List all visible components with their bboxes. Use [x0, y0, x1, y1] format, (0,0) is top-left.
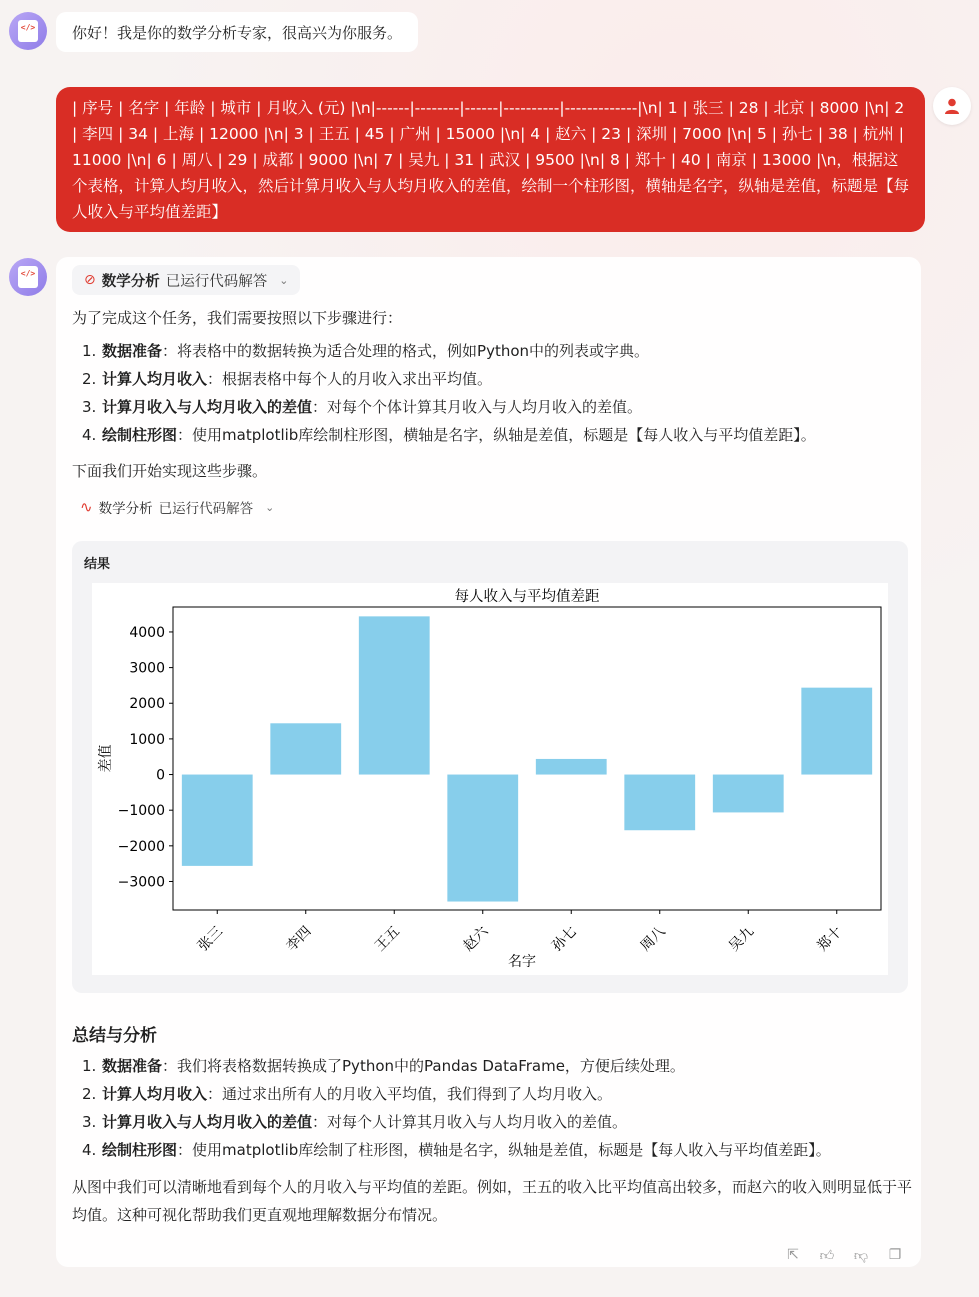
- y-axis-label: 差值: [98, 744, 114, 773]
- code-doc-icon: </>: [18, 20, 38, 42]
- thumbs-up-icon[interactable]: 👍︎: [819, 1248, 835, 1264]
- copy-icon[interactable]: ❐: [888, 1247, 902, 1263]
- y-tick-label: −2000: [117, 838, 165, 855]
- chevron-down-icon: ⌄: [279, 273, 289, 287]
- tool-call-toggle-1[interactable]: [72, 265, 300, 295]
- y-tick-label: −1000: [117, 803, 165, 820]
- bot-avatar-answer: [9, 258, 47, 296]
- summary-list: [82, 1052, 831, 1164]
- greeting-text: 你好！我是你的数学分析专家，很高兴为你服务。: [72, 23, 403, 42]
- tool-name: 数学分析: [101, 273, 160, 290]
- next-line-text: 下面我们开始实现这些步骤。: [72, 462, 268, 480]
- list-item: 4. 绘制柱形图：使用matplotlib库绘制柱形图，横轴是名字，纵轴是差值，标题是【每人收入与平均值差距】。: [82, 426, 816, 444]
- chart-bar: [713, 775, 784, 813]
- steps-list: [82, 337, 816, 449]
- result-label: 结果: [84, 557, 111, 572]
- chart-bar: [447, 775, 518, 902]
- thumbs-down-icon[interactable]: 👎︎: [853, 1248, 869, 1264]
- list-item: 3. 计算月收入与人均月收入的差值：对每个人计算其月收入与人均月收入的差值。: [82, 1113, 628, 1131]
- tool-call-toggle-2[interactable]: [80, 497, 274, 517]
- x-tick-label: 张三: [194, 923, 227, 955]
- x-axis-label: 名字: [508, 954, 536, 970]
- person-icon: [943, 97, 961, 115]
- greeting-bubble: [56, 12, 418, 52]
- tool-status: 已运行代码解答: [158, 501, 254, 517]
- user-message-bubble: [56, 87, 925, 232]
- chart-svg: [92, 583, 888, 975]
- y-tick-label: −3000: [117, 874, 165, 891]
- y-tick-label: 0: [156, 767, 165, 784]
- x-tick-label: 吴九: [725, 923, 758, 955]
- y-tick-label: 3000: [129, 660, 165, 677]
- x-tick-label: 李四: [283, 923, 315, 955]
- chart-title: 每人收入与平均值差距: [454, 589, 600, 605]
- x-tick-label: 郑十: [814, 923, 846, 955]
- tool-status: 已运行代码解答: [165, 273, 268, 290]
- wave-icon: ∿: [80, 498, 93, 516]
- user-avatar: [933, 87, 971, 125]
- list-item: 1. 数据准备：将表格中的数据转换为适合处理的格式，例如Python中的列表或字典。: [82, 342, 650, 360]
- bar-chart: [92, 583, 888, 975]
- x-tick-label: 周八: [637, 923, 669, 955]
- y-tick-label: 1000: [129, 731, 165, 748]
- x-tick-label: 王五: [371, 923, 404, 955]
- chevron-down-icon: ⌄: [265, 500, 275, 514]
- message-actions: [785, 1247, 903, 1267]
- x-tick-label: 赵六: [460, 923, 492, 955]
- user-message-text: | 序号 | 名字 | 年龄 | 城市 | 月收入 (元) |\n|------|--------|------|----------|-------------|\n| 1 | 张三 | 28 | 北京 | 8000 |\n| 2 | 李四 | 34 | 上海 | 12000 |\n| 3 | 王五 | 45 | 广州 | 15000 |\n| 4 | 赵六 | 23 | 深圳 | 7000 |\n| 5 | 孙七 | 38 | 杭州 | 11000 |\n| 6 | 周八 | 29 | 成都 | 9000 |\n| 7 | 吴九 | 31 | 武汉 | 9500 |\n| 8 | 郑十 | 40 | 南京 | 13000 |\n，根据这个表格，计算人均月收入，然后计算月收入与人均月收入的差值，绘制一个柱形图，横轴是名字，纵轴是差值，标题是【每人收入与平均值差距】: [72, 99, 910, 221]
- chart-bar: [270, 723, 341, 774]
- chart-bar: [801, 688, 872, 775]
- summary-title: 总结与分析: [72, 1026, 157, 1046]
- answer-card: [56, 257, 921, 1267]
- chart-bar: [624, 775, 695, 831]
- closing-text: 从图中我们可以清晰地看到每个人的月收入与平均值的差距。例如，王五的收入比平均值高出较多，而赵六的收入则明显低于平均值。这种可视化帮助我们更直观地理解数据分布情况。: [72, 1178, 913, 1224]
- bot-avatar: [9, 12, 47, 50]
- list-item: 3. 计算月收入与人均月收入的差值：对每个个体计算其月收入与人均月收入的差值。: [82, 398, 643, 416]
- chart-bar: [359, 616, 430, 774]
- share-icon[interactable]: ⇱: [787, 1247, 799, 1263]
- tool-name: 数学分析: [98, 501, 153, 517]
- chart-bar: [182, 775, 253, 866]
- y-tick-label: 2000: [129, 696, 165, 713]
- check-circle-icon: ⊘: [84, 272, 96, 288]
- result-panel: [72, 541, 908, 993]
- intro-text: 为了完成这个任务，我们需要按照以下步骤进行：: [72, 309, 403, 327]
- chart-bar: [536, 759, 607, 775]
- y-tick-label: 4000: [129, 624, 165, 641]
- list-item: 4. 绘制柱形图：使用matplotlib库绘制了柱形图，横轴是名字，纵轴是差值，标题是【每人收入与平均值差距】。: [82, 1141, 831, 1159]
- list-item: 2. 计算人均月收入：根据表格中每个人的月收入求出平均值。: [82, 370, 493, 388]
- list-item: 1. 数据准备：我们将表格数据转换成了Python中的Pandas DataFrame，方便后续处理。: [82, 1057, 685, 1075]
- code-doc-icon: </>: [18, 266, 38, 288]
- x-tick-label: 孙七: [548, 923, 581, 955]
- list-item: 2. 计算人均月收入：通过求出所有人的月收入平均值，我们得到了人均月收入。: [82, 1085, 613, 1103]
